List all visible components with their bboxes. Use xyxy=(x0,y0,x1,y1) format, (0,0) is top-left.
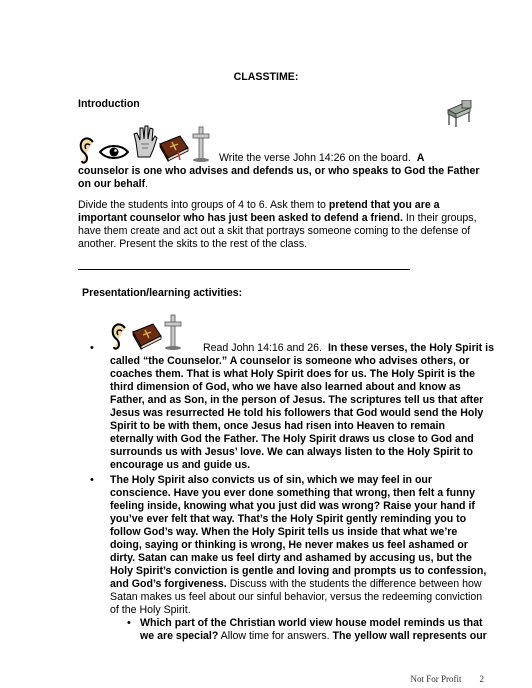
introduction-heading: Introduction xyxy=(78,98,140,110)
bullet2-body: The Holy Spirit also convicts us of sin, which we may feel in our conscience. Have you ever done something that wrong, then felt a funny feeling inside, knowing what you just did was wrong? Raise your hand if you’ve ever felt that way. That’s the Holy Spirit gently reminding you to follow God’s way. When the Holy Spirit tells us inside that what we’re doing, saying or thinking is wrong, He never makes us feel ashamed or dirty. Satan can make us feel dirty and ashamed by accusing us, but the Holy Spirit’s conviction is gentle and loving and prompts us to confession, and God’s forgiveness. Discuss with the students the difference between how Satan makes us feel about our sinful behavior, versus the redeeming conviction of the Holy Spirit. xyxy=(110,474,487,616)
footer-label: Not For Profit xyxy=(410,674,462,684)
cross-icon xyxy=(191,126,211,162)
bullet-marker: • xyxy=(90,474,94,486)
divide-line-4: another. Present the skits to the rest of the class. xyxy=(78,238,308,250)
bullet1-body: called “the Counselor.” A counselor is someone who advises others, or coaches them. That is what Holy Spirit does for us. The Holy Spirit is the third dimension of God, who we have also learned about and know as Father, and as Son, in the person of Jesus. The scriptures tell us that after Jesus was resurrected He told his followers that God would send the Holy Spirit to be with them, once Jesus had risen into Heaven to remain eternally with God the Father. The Holy Spirit draws us close to God and surrounds us with Jesus’ love. We can always listen to the Holy Spirit to encourage us and guide us. xyxy=(110,355,484,471)
divide-line-1: Divide the students into groups of 4 to 6. Ask them to pretend that you are a xyxy=(78,199,440,211)
bullet-marker: • xyxy=(90,342,94,354)
page-number: 2 xyxy=(479,674,484,684)
bible-icon xyxy=(131,320,163,350)
bible-icon xyxy=(158,132,190,162)
cross-icon xyxy=(163,314,183,350)
presentation-heading: Presentation/learning activities: xyxy=(82,287,243,299)
intro-line-1 xyxy=(219,152,424,165)
divide-line-3: have them create and act out a skit that portrays someone coming to the defense of xyxy=(78,225,471,237)
intro-definition-start: A xyxy=(416,152,425,164)
intro-line-2: counselor is one who advises and defends us, or who speaks to God the Father xyxy=(78,165,480,177)
page-title: CLASSTIME: xyxy=(233,71,299,83)
section-divider xyxy=(78,269,410,270)
page-footer xyxy=(410,673,484,686)
intro-instruction: Write the verse John 14:26 on the board. xyxy=(219,152,411,164)
bullet3-body: Which part of the Christian world view house model reminds us that we are special? Allow time for answers. The yellow wall represents our xyxy=(140,617,487,642)
divide-line-2: important counselor who has just been asked to defend a friend. In their groups, xyxy=(78,212,477,224)
bullet1-first-line: Read John 14:16 and 26. In these verses, the Holy Spirit is xyxy=(203,342,494,354)
chair-icon xyxy=(444,100,474,128)
sub-bullet-marker: • xyxy=(127,617,131,629)
ear-icon xyxy=(78,136,98,166)
intro-line-3: on our behalf. xyxy=(78,178,149,190)
ear-icon xyxy=(110,322,130,352)
hand-icon xyxy=(132,124,158,158)
eye-icon xyxy=(99,144,129,160)
